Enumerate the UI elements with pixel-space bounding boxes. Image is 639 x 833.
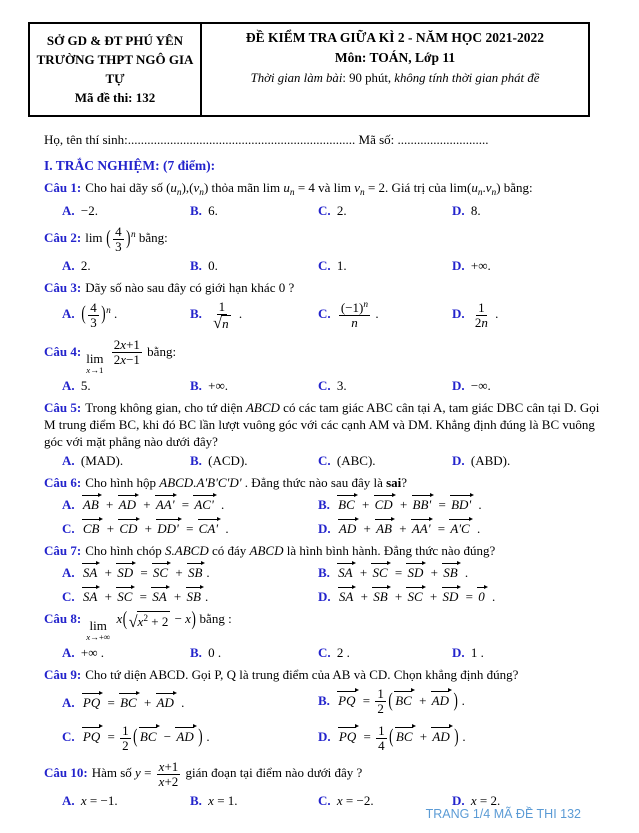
option-value: AD + AB + AA' = A'C . xyxy=(337,521,480,536)
option-letter: A. xyxy=(62,306,75,322)
option-value: +∞ . xyxy=(80,645,104,661)
option-letter: A. xyxy=(62,202,75,218)
option-value: −∞. xyxy=(470,377,491,393)
option-letter: B. xyxy=(318,497,330,513)
name-label: Họ, tên thí sinh: xyxy=(44,132,128,148)
question-text: Cho hai dãy số $(u_n),(v_n)$ thỏa mãn $\lim u_n = 4$ và $\lim v_n = 2$. Giá trị của $\lim(u_n.v_n)$ bằng: xyxy=(85,180,533,199)
option-letter: C. xyxy=(318,452,331,468)
option-value: PQ = $\frac{1}{4}$ ( BC + AD ) . xyxy=(338,722,466,753)
question-text: Cho tứ diện ABCD. Gọi P, Q là trung điểm của AB và CD. Chọn khẳng định đúng? xyxy=(85,667,519,683)
option-letter: B. xyxy=(190,645,202,661)
footer-page-label: TRANG 1/4 MÃ ĐỀ THI 132 xyxy=(425,807,581,821)
option-item xyxy=(452,203,603,219)
option-value: 2 . xyxy=(336,645,350,661)
option-value: PQ = BC + AD . xyxy=(81,695,185,710)
option-item xyxy=(452,645,603,661)
option-letter: C. xyxy=(318,377,331,393)
option-letter: C. xyxy=(318,202,331,218)
question-head xyxy=(44,759,603,790)
school-name: TRƯỜNG THPT NGÔ GIA TỰ xyxy=(36,51,194,86)
option-value: 0 . xyxy=(208,645,222,661)
option-item xyxy=(318,518,603,537)
option-letter: B. xyxy=(190,792,202,808)
code-dotted-blank: ............................ xyxy=(397,132,489,148)
option-item xyxy=(190,645,318,661)
question-label: Câu 7: xyxy=(44,543,82,559)
option-item xyxy=(62,494,318,513)
option-item xyxy=(190,299,318,332)
option-value: 0. xyxy=(208,257,218,273)
question-text: lim x→1 $\frac{2x+1}{2x-1}$ bằng: xyxy=(86,337,177,375)
question-text: Cho hình chóp S.ABCD có đáy ABCD là hình bình hành. Đẳng thức nào đúng? xyxy=(85,543,496,559)
question-head xyxy=(44,399,603,450)
option-value: 5. xyxy=(80,377,91,393)
option-letter: B. xyxy=(190,377,202,393)
option-value: SA + SD = SC + SB . xyxy=(81,565,210,580)
question-head xyxy=(44,337,603,375)
option-value: 2. xyxy=(80,257,91,273)
option-value: x = −1. xyxy=(80,792,118,808)
question-text: Hàm số y = $\frac{x+1}{x+2}$ gián đoạn tại điểm nào dưới đây ? xyxy=(91,758,363,789)
question-label: Câu 5: xyxy=(44,399,82,415)
question-text: Trong không gian, cho tứ diện ABCD có các tam giác ABC cân tại A, tam giác DBC cân tại D. Gọi M trung điểm BC, khi đó BC lần lượt vuông góc với các cạnh AM và DM. Khẳng định đúng là BC vuông góc với mặt phẳng nào dưới đây? xyxy=(44,399,600,449)
time-label: Thời gian làm bài xyxy=(250,70,343,85)
option-item xyxy=(62,453,190,469)
option-value: SA + SB + SC + SD = 0 . xyxy=(337,589,495,604)
option-value: 1. xyxy=(336,257,347,273)
option-letter: D. xyxy=(452,377,465,393)
question-label: Câu 10: xyxy=(44,765,88,781)
options-row xyxy=(62,378,603,394)
options-row xyxy=(62,299,603,332)
option-item xyxy=(62,203,190,219)
options-row xyxy=(62,562,603,605)
option-value: PQ = $\frac{1}{2}$ ( BC − AD ) . xyxy=(82,722,210,753)
option-letter: C. xyxy=(62,589,75,605)
option-value: 6. xyxy=(208,202,218,218)
option-item xyxy=(318,686,603,717)
question-block xyxy=(44,474,603,537)
option-value: (ABC). xyxy=(336,452,376,468)
option-letter: D. xyxy=(452,202,465,218)
option-item xyxy=(318,378,452,394)
question-block xyxy=(44,279,603,332)
option-value: (ACD). xyxy=(208,452,248,468)
option-value: +∞. xyxy=(470,257,491,273)
option-item xyxy=(62,586,318,605)
question-block xyxy=(44,542,603,605)
option-value: ( $\frac{4}{3}$ )$^n$ . xyxy=(81,299,118,330)
option-value: SA + SC = SA + SB . xyxy=(81,589,208,604)
section-title: I. TRẮC NGHIỆM: (7 điểm): xyxy=(44,158,216,174)
option-item xyxy=(452,453,603,469)
option-item xyxy=(190,258,318,274)
option-value: PQ = $\frac{1}{2}$ ( BC + AD ) . xyxy=(338,686,465,717)
question-head xyxy=(44,542,603,559)
question-label: Câu 8: xyxy=(44,611,82,627)
option-letter: A. xyxy=(62,645,75,661)
option-value: 1 √ n . xyxy=(213,298,243,332)
option-item xyxy=(190,453,318,469)
option-value: 3. xyxy=(336,377,347,393)
option-letter: A. xyxy=(62,695,75,711)
option-letter: C. xyxy=(318,792,331,808)
questions xyxy=(44,179,603,808)
question-block xyxy=(44,179,603,218)
option-value: AB + AD + AA' = AC' . xyxy=(81,497,224,512)
option-item xyxy=(318,453,452,469)
option-item xyxy=(62,723,318,754)
option-letter: D. xyxy=(452,645,465,661)
option-letter: C. xyxy=(62,521,75,537)
option-item xyxy=(452,378,603,394)
option-value: (MAD). xyxy=(80,452,124,468)
student-name-line xyxy=(44,132,609,148)
question-block xyxy=(44,666,603,753)
option-item xyxy=(318,562,603,581)
option-letter: B. xyxy=(190,202,202,218)
option-item xyxy=(62,645,190,661)
header-table xyxy=(28,22,590,117)
option-item xyxy=(318,258,452,274)
school-department: SỞ GD & ĐT PHÚ YÊN xyxy=(46,33,184,48)
exam-title: ĐỀ KIỂM TRA GIỮA KÌ 2 - NĂM HỌC 2021-2022 xyxy=(245,30,545,45)
option-item xyxy=(190,793,318,809)
option-letter: D. xyxy=(318,729,331,745)
option-item xyxy=(318,299,452,331)
option-item xyxy=(62,793,190,809)
header-school-cell xyxy=(30,24,202,115)
option-value: x = 2. xyxy=(470,792,501,808)
question-block xyxy=(44,224,603,274)
options-row xyxy=(62,645,603,661)
question-head xyxy=(44,179,603,199)
option-value: +∞. xyxy=(208,377,229,393)
question-block xyxy=(44,399,603,469)
code-label: Mã số: xyxy=(355,132,398,148)
option-item xyxy=(190,203,318,219)
option-value: x = −2. xyxy=(336,792,374,808)
options-row xyxy=(62,453,603,469)
exam-code: Mã đề thi: 132 xyxy=(74,89,156,105)
option-letter: C. xyxy=(318,645,331,661)
option-item xyxy=(62,258,190,274)
question-text: Dãy số nào sau đây có giới hạn khác 0 ? xyxy=(85,279,295,295)
options-row xyxy=(62,686,603,753)
question-head xyxy=(44,224,603,255)
option-letter: B. xyxy=(190,257,202,273)
option-letter: B. xyxy=(190,306,202,322)
option-value: BC + CD + BB' = BD' . xyxy=(336,497,482,512)
option-item xyxy=(318,494,603,513)
option-letter: B. xyxy=(318,565,330,581)
option-item xyxy=(318,586,603,605)
option-letter: A. xyxy=(62,377,75,393)
option-item xyxy=(452,300,603,331)
option-item xyxy=(62,518,318,537)
option-value: $\frac{(-1)^n}{n}$ . xyxy=(340,300,379,331)
header-exam-cell xyxy=(202,24,588,115)
question-block xyxy=(44,337,603,394)
question-head xyxy=(44,666,603,683)
option-value: 8. xyxy=(470,202,481,218)
question-text: lim x→+∞ x( √ $x^2 + 2$ − x) bằng : xyxy=(86,607,232,643)
question-block xyxy=(44,759,603,809)
option-letter: A. xyxy=(62,497,75,513)
option-item xyxy=(190,378,318,394)
option-letter: D. xyxy=(452,306,465,322)
question-head xyxy=(44,474,603,491)
exam-time-note xyxy=(208,69,582,88)
name-dotted-blank: ...................................................................... xyxy=(127,132,356,148)
option-item xyxy=(452,258,603,274)
option-letter: A. xyxy=(62,257,75,273)
option-item xyxy=(62,562,318,581)
option-value: x = 1. xyxy=(208,792,238,808)
question-label: Câu 2: xyxy=(44,230,82,246)
option-value: 2. xyxy=(336,202,347,218)
question-label: Câu 3: xyxy=(44,279,82,295)
options-row xyxy=(62,494,603,537)
question-head xyxy=(44,279,603,296)
question-text: Cho hình hộp ABCD.A'B'C'D' . Đẳng thức nào sau đây là sai? xyxy=(85,474,408,490)
time-note: không tính thời gian phát đề xyxy=(394,70,540,85)
option-letter: D. xyxy=(452,257,465,273)
option-value: −2. xyxy=(80,202,98,218)
option-letter: C. xyxy=(318,257,331,273)
option-letter: B. xyxy=(318,692,330,708)
option-value: SA + SC = SD + SB . xyxy=(336,565,468,580)
option-letter: C. xyxy=(318,306,331,322)
option-letter: D. xyxy=(452,452,465,468)
option-item xyxy=(318,645,452,661)
option-item xyxy=(62,692,318,711)
options-row xyxy=(62,258,603,274)
exam-subject: Môn: TOÁN, Lớp 11 xyxy=(334,50,456,66)
option-item xyxy=(62,378,190,394)
option-item xyxy=(318,203,452,219)
option-value: 1 . xyxy=(470,645,484,661)
option-letter: D. xyxy=(318,589,331,605)
option-letter: A. xyxy=(62,792,75,808)
option-letter: D. xyxy=(452,792,465,808)
option-letter: D. xyxy=(318,521,331,537)
options-row xyxy=(62,203,603,219)
time-value: : 90 phút, xyxy=(342,70,395,85)
option-letter: A. xyxy=(62,452,75,468)
question-label: Câu 4: xyxy=(44,343,82,359)
question-block xyxy=(44,607,603,661)
option-value: $\frac{1}{2n}$ . xyxy=(474,299,499,330)
question-label: Câu 9: xyxy=(44,667,82,683)
option-item xyxy=(62,300,190,331)
option-value: CB + CD + DD' = CA' . xyxy=(81,521,229,536)
option-letter: C. xyxy=(62,729,75,745)
question-label: Câu 6: xyxy=(44,474,82,490)
option-value: (ABD). xyxy=(470,452,511,468)
question-label: Câu 1: xyxy=(44,180,82,196)
option-letter: B. xyxy=(190,452,202,468)
question-head xyxy=(44,607,603,643)
question-text: lim ( $\frac{4}{3}$ )$^n$ bằng: xyxy=(85,223,168,254)
option-item xyxy=(318,723,603,754)
option-letter: A. xyxy=(62,565,75,581)
